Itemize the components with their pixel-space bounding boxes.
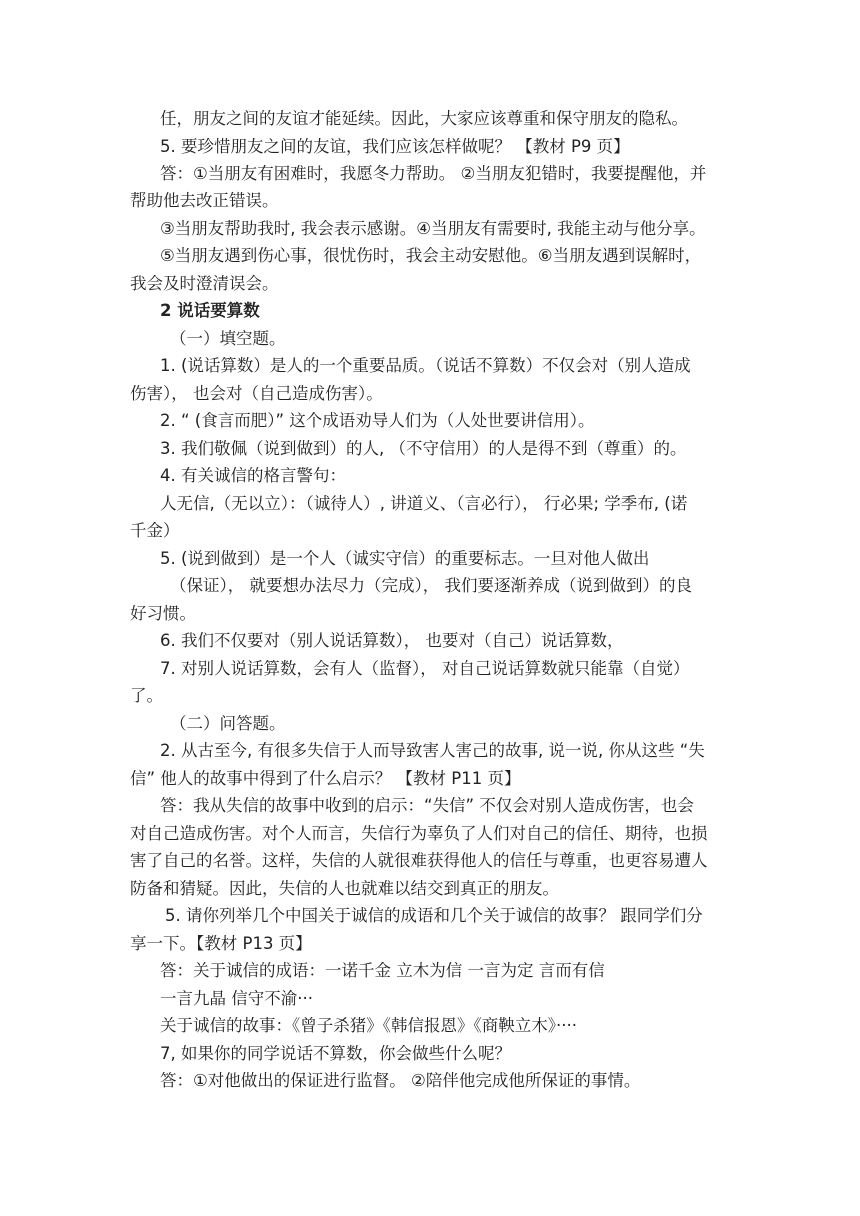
question-line: 信” 他人的故事中得到了什么启示？ 【教材 P11 页】: [130, 769, 521, 788]
section-heading: 2 说话要算数: [160, 301, 260, 320]
text-line: 任，朋友之间的友谊才能延续。因此，大家应该尊重和保守朋友的隐私。: [160, 109, 688, 128]
text-line: 2. “ (食言而肥）” 这个成语劝导人们为（人处世要讲信用）。: [160, 411, 595, 430]
answer-line: 答：我从失信的故事中收到的启示：“失信” 不仅会对别人造成伤害，也会: [160, 796, 694, 815]
subsection-heading: （二）问答题。: [170, 714, 286, 733]
question-line: 5. 请你列举几个中国关于诚信的成语和几个关于诚信的故事？ 跟同学们分: [165, 906, 703, 925]
answer-line: 答：①当朋友有困难时，我愿冬力帮助。 ②当朋友犯错时，我要提醒他，并: [160, 164, 707, 183]
text-line: 7. 对别人说话算数，会有人（监督）， 对自己说话算数就只能靠（自觉）: [160, 659, 690, 678]
text-line: 帮助他去改正错误。: [130, 191, 279, 210]
text-line: 1. (说话算数）是人的一个重要品质。（说话不算数）不仅会对（别人造成: [160, 356, 691, 375]
text-line: 好习惯。: [130, 604, 196, 623]
text-line: 4. 有关诚信的格言警句：: [160, 466, 346, 485]
text-line: 我会及时澄清误会。: [130, 274, 279, 293]
text-line: ⑤当朋友遇到伤心事，很忧伤时，我会主动安慰他。⑥当朋友遇到误解时，: [160, 246, 702, 265]
text-line: 对自己造成伤害。对个人而言，失信行为辜负了人们对自己的信任、期待，也损: [130, 824, 708, 843]
question-line: 5. 要珍惜朋友之间的友谊，我们应该怎样做呢？ 【教材 P9 页】: [160, 137, 630, 156]
text-line: 了。: [130, 686, 163, 705]
text-line: 害了自己的名誉。这样，失信的人就很难获得他人的信任与尊重，也更容易遭人: [130, 851, 708, 870]
text-line: 3. 我们敬佩（说到做到）的人, （不守信用）的人是得不到（尊重）的。: [160, 439, 687, 458]
answer-line: 答：①对他做出的保证进行监督。 ②陪伴他完成他所保证的事情。: [160, 1071, 641, 1090]
text-line: 千金）: [130, 521, 180, 540]
text-line: 一言九晶 信守不渝···: [160, 989, 313, 1008]
question-line: 2. 从古至今, 有很多失信于人而导致害人害己的故事, 说一说, 你从这些 “失: [160, 741, 705, 760]
text-line: 伤害）， 也会对（自己造成伤害）。: [130, 384, 383, 403]
text-line: （保证）， 就要想办法尽力（完成）， 我们要逐渐养成（说到做到）的良: [170, 576, 692, 595]
text-line: 关于诚信的故事：《曾子杀猪》《韩信报恩》《商鞅立木》····: [160, 1016, 577, 1035]
subsection-heading: （一）填空题。: [170, 329, 286, 348]
answer-line: 答：关于诚信的成语：一诺千金 立木为信 一言为定 言而有信: [160, 961, 605, 980]
text-line: 6. 我们不仅要对（别人说话算数）， 也要对（自己）说话算数，: [160, 631, 624, 650]
text-line: 5. (说到做到）是一个人（诚实守信）的重要标志。一旦对他人做出: [160, 549, 650, 568]
question-line: 7, 如果你的同学说话不算数，你会做些什么呢？: [160, 1044, 511, 1063]
text-line: 人无信,（无以立）：（诚待人）, 讲道义、（言必行）， 行必果; 学季布, (诺: [160, 494, 688, 513]
question-line: 享一下。【教材 P13 页】: [130, 934, 312, 953]
text-line: 防备和猜疑。因此，失信的人也就难以结交到真正的朋友。: [130, 879, 559, 898]
text-line: ③当朋友帮助我时, 我会表示感谢。④当朋友有需要时, 我能主动与他分享。: [160, 219, 706, 238]
